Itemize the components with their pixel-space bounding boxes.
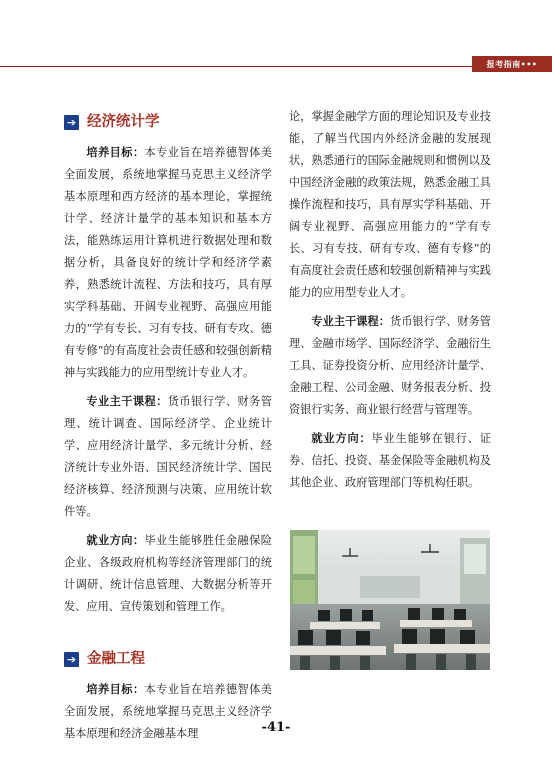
section-heading-financial-engineering (64, 646, 272, 672)
core-courses-label: 专业主干课程： (311, 314, 390, 328)
core-courses-paragraph (289, 310, 491, 421)
section-tag: 报考指南••• (472, 56, 552, 72)
page-number: -41- (261, 720, 291, 735)
arrow-right-icon: ➔ (64, 652, 79, 667)
career-paragraph (289, 427, 491, 494)
computer-lab-photo (290, 530, 490, 670)
right-column (289, 106, 491, 494)
training-goal-label: 培养目标： (86, 682, 145, 696)
training-goal-text: 本专业旨在培养德智体美全面发展，系统地掌握马克思主义经济学基本原理和经济金融基本理 (64, 683, 272, 740)
computer-lab-image (290, 530, 490, 670)
core-courses-text: 货币银行学、财务管理、金融市场学、国际经济学、金融衍生工具、证券投资分析、应用经济计量学、金融工程、公司金融、财务报表分析、投资银行实务、商业银行经营与管理等。 (289, 315, 491, 416)
section-title: 经济统计学 (87, 113, 160, 130)
core-courses-text: 货币银行学、财务管理、统计调查、国际经济学、企业统计学、应用经济计量学、多元统计分析、经济统计专业外语、国民经济统计学、国民经济核算、经济预测与决策、应用统计软件等。 (64, 395, 272, 518)
left-column (64, 109, 272, 745)
career-paragraph (64, 529, 272, 618)
training-goal-paragraph (64, 141, 272, 384)
training-goal-label: 培养目标： (86, 145, 145, 159)
arrow-right-icon: ➔ (64, 115, 79, 130)
career-label: 就业方向： (86, 533, 145, 547)
section-title: 金融工程 (87, 650, 145, 667)
core-courses-label: 专业主干课程： (86, 394, 168, 408)
training-goal-continued: 论，掌握金融学方面的理论知识及专业技能，了解当代国内外经济金融的发展现状，熟悉通行的国际金融规则和惯例以及中国经济金融的政策法规，熟悉金融工具操作流程和技巧，具有厚实学科基础、开阔专业视野、高强应用能力的“学有专长、习有专技、研有专攻、德有专修”的有高度社会责任感和较强创新精神与实践能力的应用型专业人才。 (289, 110, 491, 299)
career-text: 毕业生能够在银行、证券、信托、投资、基金保险等金融机构及其他企业、政府管理部门等机构任职。 (289, 432, 491, 489)
header-rule (0, 66, 472, 67)
career-label: 就业方向： (311, 431, 372, 445)
core-courses-paragraph (64, 390, 272, 523)
career-text: 毕业生能够胜任金融保险企业、各级政府机构等经济管理部门的统计调研、统计信息管理、大数据分析等开发、应用、宣传策划和管理工作。 (64, 534, 272, 613)
section-heading-economic-statistics (64, 109, 272, 135)
training-goal-text: 本专业旨在培养德智体美全面发展，系统地掌握马克思主义经济学基本原理和西方经济的基本理论，掌握统计学、经济计量学的基本知识和基本方法，能熟练运用计算机进行数据处理和数据分析，具备良好的统计学和经济学素养，熟悉统计流程、方法和技巧，具有厚实学科基础、开阔专业视野、高强应用能力的“学有专长、习有专技、研有专攻、德有专修”的有高度社会责任感和较强创新精神与实践能力的应用型统计专业人才。 (64, 146, 272, 379)
